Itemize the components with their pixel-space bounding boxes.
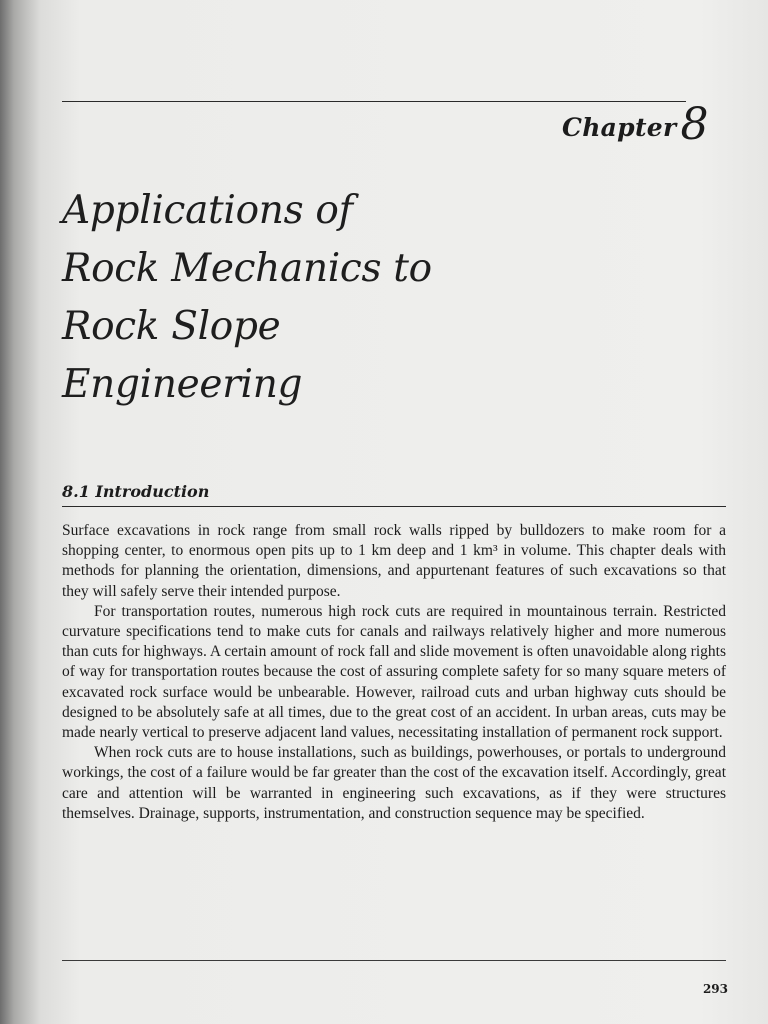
chapter-title-line: Rock Mechanics to [62, 246, 432, 291]
section-heading-rule [62, 506, 726, 507]
page-number: 293 [702, 982, 728, 996]
chapter-word: Chapter [562, 113, 677, 142]
footer-rule [62, 960, 726, 961]
chapter-number: 8 [680, 99, 709, 150]
paragraph: When rock cuts are to house installations, such as buildings, powerhouses, or portals to underground workings, the cost of a failure would be far greater than the cost of the excavation itself. Accordingly, great care and attention will be warranted in engineering such excavations, as if they were structures themselves. Drainage, supports, instrumentation, and construction sequence may be specified. [62, 744, 726, 822]
chapter-title-line: Rock Slope [62, 304, 281, 349]
chapter-label [562, 96, 709, 150]
paragraph: For transportation routes, numerous high rock cuts are required in mountainous terrain. Restricted curvature specifications tend to make cuts for canals and railways relatively higher and more numerous than cuts for highways. A certain amount of rock fall and slide movement is often unavoidable along rights of way for transportation routes because the cost of assuring complete safety for so many square meters of excavated rock surface would be unbearable. However, railroad cuts and urban highway cuts should be designed to be absolutely safe at all times, due to the great cost of an accident. In urban areas, cuts may be made nearly vertical to preserve adjacent land values, necessitating installation of permanent rock support. [62, 602, 726, 742]
body-text [62, 521, 726, 824]
chapter-title [62, 182, 432, 414]
chapter-title-line: Engineering [62, 362, 303, 407]
section-heading: 8.1 Introduction [62, 482, 210, 501]
paragraph: Surface excavations in rock range from small rock walls ripped by bulldozers to make room for a shopping center, to enormous open pits up to 1 km deep and 1 km³ in volume. This chapter deals with methods for planning the orientation, dimensions, and appurtenant features of such excavations so that they will safely serve their intended purpose. [62, 522, 726, 600]
chapter-title-line: Applications of [62, 188, 353, 233]
